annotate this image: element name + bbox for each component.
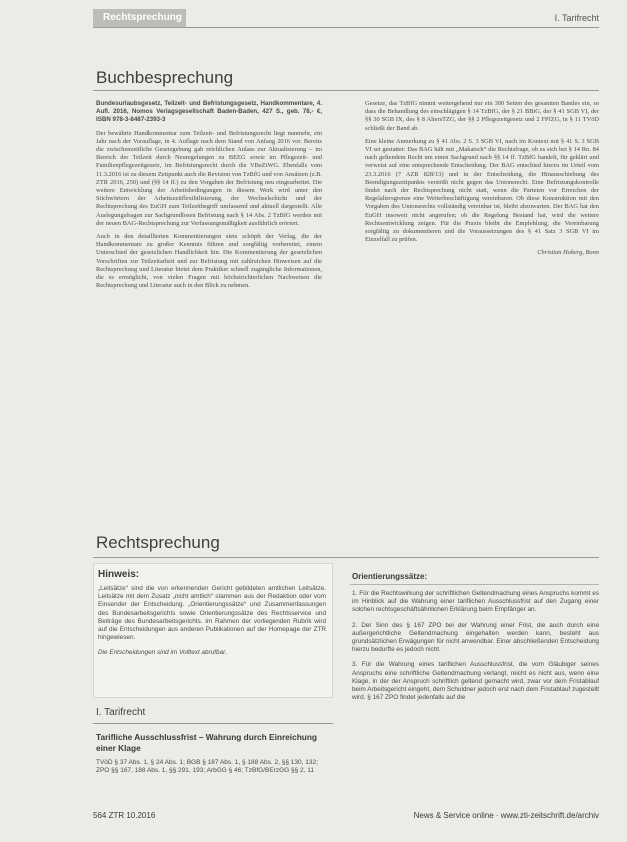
review-paragraph: Gesetze, das TzBfG nimmt weitergehend nur ein 300 Seiten des gesamten Bandes ein, so dass die Behandlung des einschlägigen § 14 TzBfG, der § 21 BBiG, der § 41 SGB VI, der §§ 30 SGB IX, des § 8 AltersTZG, der §§ 2 Pflegezeitgesetz und 2 FPfZG, in § 11 TVöD schließt der Band ab.	[365, 100, 599, 132]
orientation-rule	[350, 584, 599, 585]
subsection-rule	[93, 723, 333, 724]
hint-paragraph: Die Entscheidungen sind im Volltext abrufbar.	[98, 649, 227, 657]
hint-title: Hinweis:	[98, 569, 140, 580]
page-number: 564 ZTR 10.2016	[93, 811, 156, 820]
case-title: Tarifliche Ausschlussfrist – Wahrung durch Einreichung einer Klage	[96, 732, 317, 753]
case-references: TVöD § 37 Abs. 1, § 24 Abs. 1; BGB § 187 Abs. 1, § 188 Abs. 2, §§ 130, 132; ZPO §§ 167, 188 Abs. 1, §§ 291, 193; ArbGG § 46; TzBfG/BErzGG §§ 2, 11	[96, 759, 318, 775]
section-tab: Rechtsprechung	[93, 9, 186, 27]
header-rule	[93, 27, 599, 28]
hint-text	[98, 585, 326, 695]
orientation-paragraph: 1. Für die Rechtswirkung der schriftlichen Geltendmachung eines Anspruchs kommt es im Hinblick auf die Wahrung einer tariflichen Ausschlussfrist auf den Zugang einer solchen rechtsgeschäftsähnlichen Erklärung beim Empfänger an.	[352, 590, 599, 614]
review-left-column	[96, 100, 322, 515]
orientation-paragraph: 2. Der Sinn des § 167 ZPO bei der Wahrung einer Frist, die auch durch eine außergerichtliche Geltendmachung eingehalten werden kann, besteht aus grundsätzlichen Erwägungen für nicht anwendbar. Einer abschließenden Entscheidung hierzu bedurfte es jedoch nicht.	[352, 621, 599, 654]
review-paragraph: Der bewährte Handkommentar zum Teilzeit- und Befristungsrecht liegt nunmehr, ein Jahr nach der Vorauflage, in 4. Auflage nach dem Stand von Anfang 2016 vor. Bereits die zwischenzeitliche Gesetzgebung gab reichlichen Anlass zur Aktualisierung – im Bereich der Teilzeit durch Neuregelungen zu BEEG sowie im Pflegezeit- und Familienpflegezeitgesetz, im Befristungsrecht durch die VBeZiWG. Ebenfalls vom 11.3.2016 ist zu diesem Zeitpunkt auch die Revision von TzBfG und von Ansätzen (z.B. ZTR 2016, 250) und (§§ 14 ff.) zu den Vorgaben der Befristung neu eingearbeitet. Die weitere Entwicklung der Arbeitsbedingungen in diesem Werk wird unter den Stichwörtern der Arbeitszeitflexibilisierung, der Wechselschicht und der Rechtsprechung des EuGH zum Teilzeitbegriff umfassend und aktuell dargestellt. Alle Auslegungsfragen zur Sachgrundlosen Befristung nach § 14 Abs. 2 TzBfG werden mit der neuen BAG-Rechtsprechung zur Verfassungsmäßigkeit ausführlich erörtert.	[96, 129, 322, 227]
category-label: I. Tarifrecht	[554, 13, 599, 23]
jurisprudence-title-rule	[93, 557, 599, 558]
reviewer-signature: Christian Hoberg, Bonn	[537, 249, 599, 257]
subsection-title: I. Tarifrecht	[96, 707, 146, 718]
review-bibliography: Bundesurlaubsgesetz, Teilzeit- und Befristungsgesetz, Handkommentare, 4. Aufl. 2016, Nomos Verlagsgesellschaft Baden-Baden, 427 S., geb. 78,- €, ISBN 978-3-8487-2393-3	[96, 100, 322, 124]
review-title-rule	[93, 90, 599, 91]
service-link[interactable]: News & Service online · www.zti-zeitschrift.de/archiv	[413, 811, 599, 820]
hint-paragraph: „Leitsätze“ sind die von erkennenden Gericht gebildeten amtlichen Leitsätze. Leitsätze mit dem Zusatz „nicht amtlich“ stammen aus der Redaktion oder vom Einsender der Entscheidung. „Orientierungssätze“ und Zusammenfassungen des Bundesarbeitsgerichts sowie Orientierungssätze des Rechtsservice und Beiträge des Bundesarbeitsgerichts. Im Rahmen der vorliegenden Rubrik wird auf die Entscheidungen aus anderen Publikationen auf der Homepage der ZTR hingewiesen.	[98, 585, 326, 642]
orientation-paragraph: 3. Für die Wahrung eines tariflichen Ausschlussfrist, die vom Gläubiger seines Anspruchs eine schriftliche Geltendmachung verlangt, reicht es nicht aus, wenn eine Klage, in der der Anspruch schriftlich geltend gemacht wird, zwar vor dem Fristablauf beim Arbeitsgericht eingeht, dem Schuldner jedoch erst nach dem Fristablauf zugestellt wird. § 167 ZPO findet jedenfalls auf die	[352, 661, 599, 702]
review-right-column	[365, 100, 599, 505]
review-paragraph: Auch in den detaillierten Kommentierungen stets schöpft der Verlag, die der Handkommentare zu großer Kenntnis führen und sorgfältig vorbereitet, einem Unterschied der gesetzlichen Handlichkeit hin. Die Kommentierung der gesetzlichen Vorschriften zur Teilzeitarbeit und zur Befristung mit zahlreichen Hinweisen auf die Rechtsprechung und Literatur bietet dem Praktiker schnell zugängliche Informationen, die es ermöglicht, von vielen Fragen mit höchstrichterlichen Nachweisen die Rechtsprechung und Literatur auch in den Blick zu nehmen.	[96, 233, 322, 290]
review-title: Buchbesprechung	[96, 68, 234, 87]
jurisprudence-title: Rechtsprechung	[96, 533, 220, 552]
orientation-title: Orientierungssätze:	[352, 572, 428, 581]
orientation-text	[352, 590, 599, 800]
review-paragraph: Eine kleine Anmerkung zu § 41 Abs. 2 S. 3 SGB VI, nach im Kontext mit § 41 S. 3 SGB VI sei gestattet: Das BAG hält mit „Makatsch“ die Rechtsfrage, ob es sich bei § 14 Rn. 84 nach geltendem Recht um einen Sachgrund nach §§ 14 ff. TzBfG handelt, für geklärt und verweist auf eine entsprechende Entscheidung. Der BAG entschied hierzu im Urteil vom 23.3.2016 (7 AZR 828/13) und in der Entscheidung, die Hinausschiebung des Beendigungszeitpunkts verstößt nicht gegen das Unionsrecht. Eine Befristungskontrolle findet nach der Rechtsprechung nicht statt, wenn die Parteien vor Erreichen der Regelaltersgrenze eine Weiterbeschäftigung vereinbaren. Ob diese Konstruktion mit den Vorgaben des Unionsrechts vollständig vereinbar ist, bleibt abzuwarten. Der BAG hat den EuGH insoweit nicht angerufen; ob die Regelung Bestand hat, wird die weitere Rechtsentwicklung zeigen. Für die Praxis bleibt die Empfehlung, die Vereinbarung sorgfältig zu dokumentieren und die Voraussetzungen des § 41 Satz 3 SGB VI im Einzelfall zu prüfen.	[365, 137, 599, 244]
